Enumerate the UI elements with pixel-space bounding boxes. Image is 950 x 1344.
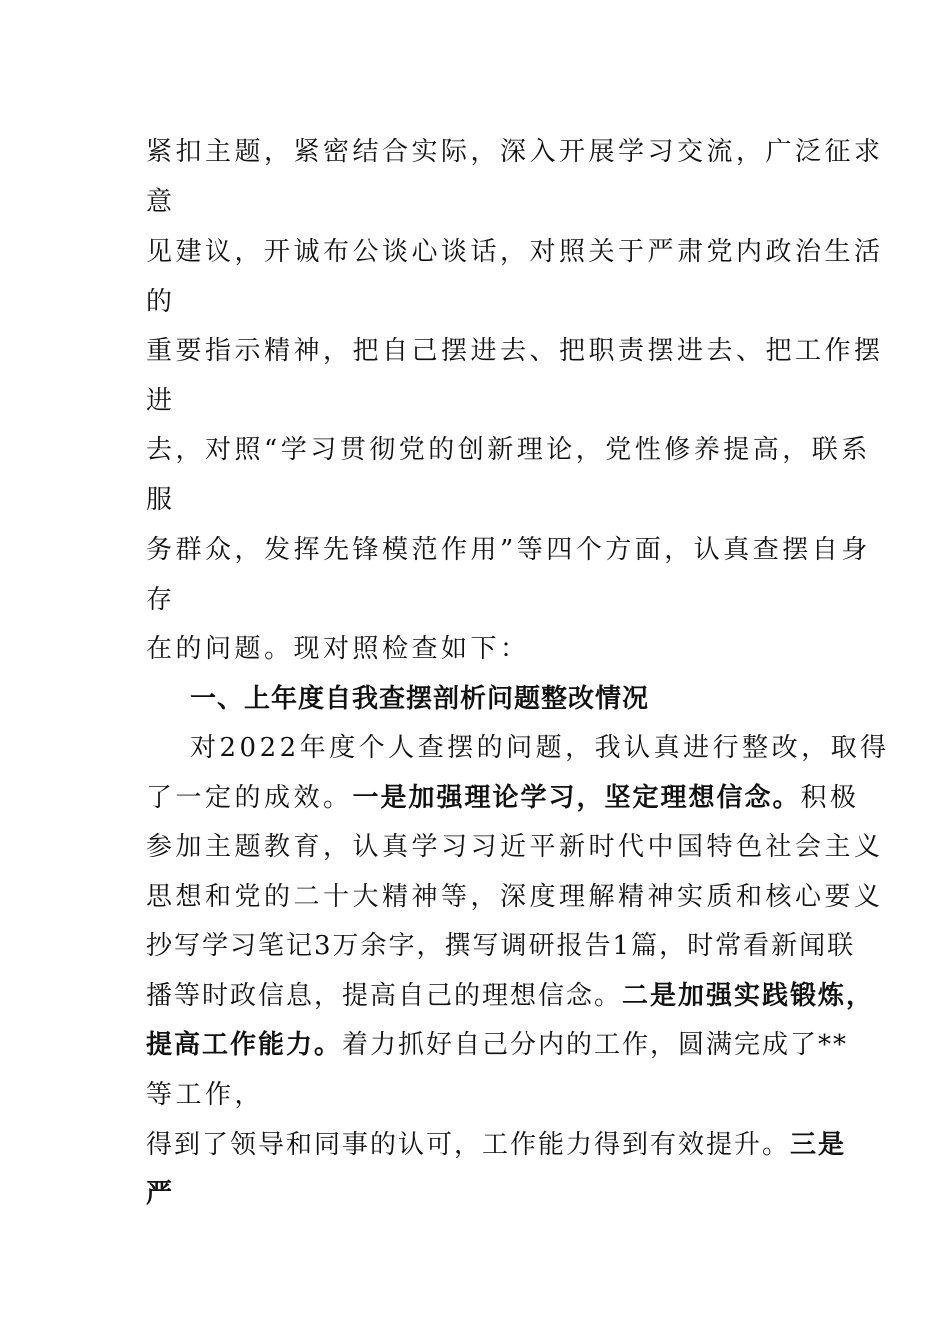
text-line — [146, 482, 846, 518]
text-run: 服 — [146, 485, 176, 515]
bold-text-run: 二是加强实践锻炼， — [622, 981, 875, 1011]
text-line — [146, 829, 884, 865]
bold-text-run: 三是 — [790, 1130, 847, 1160]
text-line — [146, 1027, 849, 1063]
section-heading — [190, 681, 890, 717]
text-run: 重要指示精神，把自己摆进去、把职责摆进去、把工作摆 — [146, 336, 884, 366]
text-line — [146, 234, 884, 270]
text-line — [146, 134, 884, 170]
text-line — [146, 1176, 846, 1212]
text-run: 抄写学习笔记3万余字，撰写调研报告1篇，时常看新闻联 — [146, 931, 856, 961]
text-run: 着力抓好自己分内的工作，圆满完成了** — [342, 1030, 849, 1060]
text-run: 在的问题。现对照检查如下： — [146, 634, 530, 664]
text-run: 播等时政信息，提高自己的理想信念。 — [146, 981, 623, 1011]
text-run: 等工作， — [146, 1080, 265, 1110]
text-run: 紧扣主题，紧密结合实际，深入开展学习交流，广泛征求 — [146, 137, 884, 167]
text-line — [146, 879, 884, 915]
text-line — [146, 532, 871, 568]
text-line — [146, 631, 846, 667]
text-run: 见建议，开诚布公谈心谈话，对照关于严肃党内政治生活 — [146, 237, 884, 267]
text-line — [146, 780, 860, 816]
text-run: 了一定的成效。 — [146, 783, 353, 813]
bold-text-run: 严 — [146, 1179, 175, 1209]
text-line — [190, 730, 890, 766]
text-run: 意 — [146, 187, 176, 217]
text-run: 积极 — [800, 783, 860, 813]
text-line — [146, 333, 884, 369]
text-line — [146, 284, 846, 320]
bold-text-run: 提高工作能力。 — [146, 1030, 343, 1060]
text-line — [146, 1077, 846, 1113]
text-line — [146, 184, 846, 220]
text-run: 对2022年度个人查摆的问题，我认真进行整改，取得 — [190, 733, 890, 763]
text-line — [146, 432, 871, 468]
text-run: 存 — [146, 585, 176, 615]
text-run: 参加主题教育，认真学习习近平新时代中国特色社会主义 — [146, 832, 884, 862]
text-line — [146, 1127, 846, 1163]
text-line — [146, 383, 846, 419]
text-run: 进 — [146, 386, 176, 416]
text-run: 的 — [146, 287, 176, 317]
heading-text: 一、上年度自我查摆剖析问题整改情况 — [190, 684, 650, 714]
text-run: 务群众，发挥先锋模范作用”等四个方面，认真查摆自身 — [146, 535, 871, 565]
text-line — [146, 582, 846, 618]
text-run: 思想和党的二十大精神等，深度理解精神实质和核心要义 — [146, 882, 884, 912]
text-line — [146, 928, 856, 964]
text-run: 去，对照“学习贯彻党的创新理论，党性修养提高，联系 — [146, 435, 871, 465]
text-line — [146, 978, 875, 1014]
text-run: 得到了领导和同事的认可，工作能力得到有效提升。 — [146, 1130, 791, 1160]
bold-text-run: 一是加强理论学习，坚定理想信念。 — [352, 783, 801, 813]
